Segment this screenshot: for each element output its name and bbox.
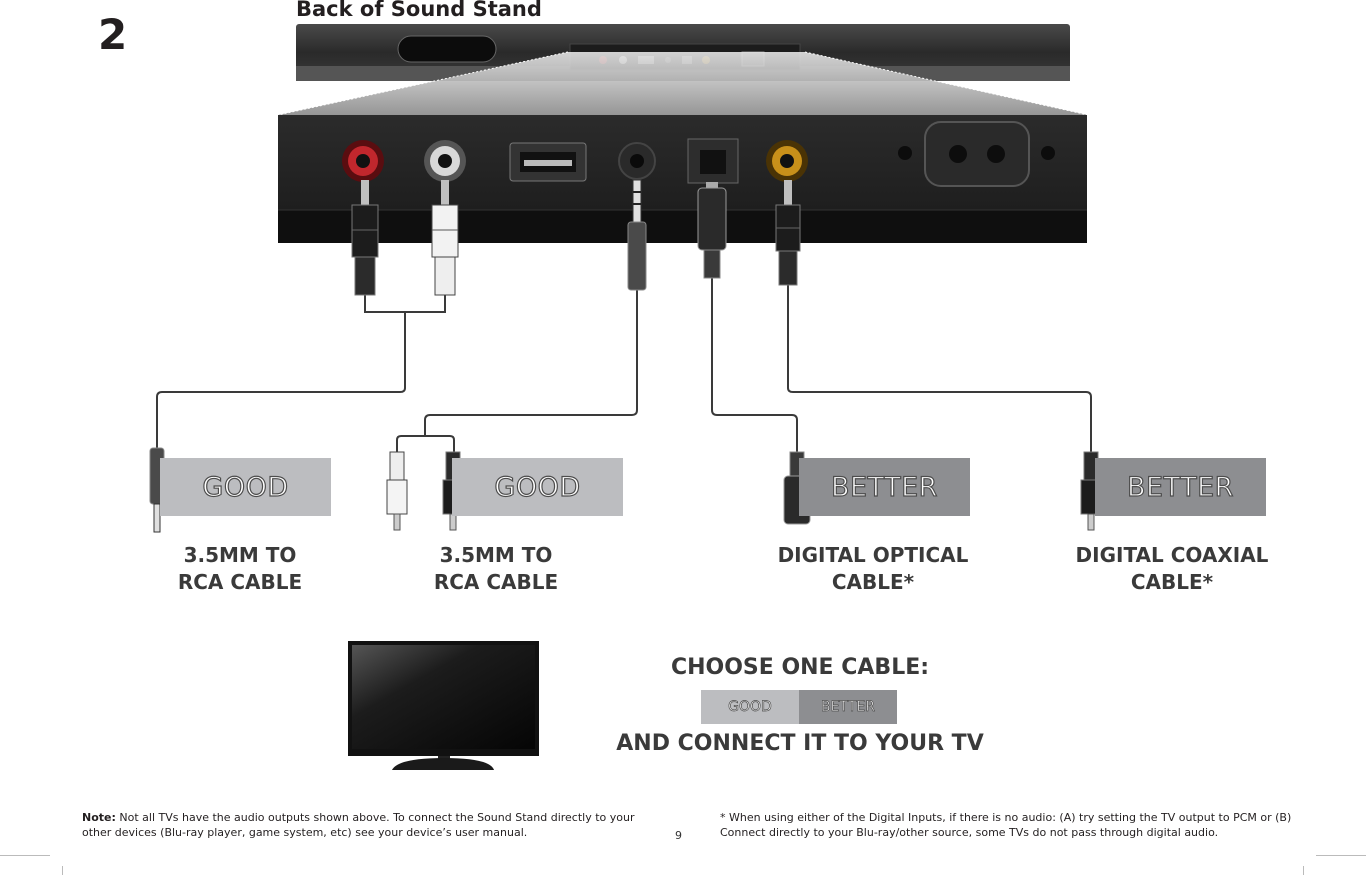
tv-icon [348, 641, 539, 770]
choose-title: CHOOSE ONE CABLE: [670, 655, 930, 680]
cable-label-1 [140, 542, 340, 596]
rca-white-jack [424, 140, 466, 182]
legend-good: GOOD [701, 690, 799, 724]
cable-label-4-line2: CABLE* [1130, 570, 1214, 594]
cable-wires [157, 276, 1091, 452]
rca-end-white [387, 452, 407, 530]
crop-mark-right-v [1303, 866, 1304, 875]
connect-title: AND CONNECT IT TO YOUR TV [616, 731, 984, 756]
cable-label-3-line2: CABLE* [831, 570, 915, 594]
rca-coaxial-jack [766, 140, 808, 182]
cable-label-2 [396, 542, 596, 596]
cable-label-1-line2: RCA CABLE [177, 570, 303, 594]
legend-better: BETTER [799, 690, 897, 724]
panel-title: Back of Sound Stand [296, 0, 542, 21]
optical-plug [698, 182, 726, 278]
cable-label-2-line1: 3.5MM TO [439, 543, 553, 567]
crop-mark-left [0, 855, 50, 856]
optical-port [688, 139, 738, 183]
note-text: Not all TVs have the audio outputs shown above. To connect the Sound Stand directly to your other devices (Blu-ray player, game system, etc) see your device’s user manual. [82, 811, 635, 839]
badge-better-1: BETTER [799, 458, 970, 516]
cable-label-1-line1: 3.5MM TO [183, 543, 297, 567]
aux-jack [619, 143, 655, 179]
badge-good-2: GOOD [452, 458, 623, 516]
cable-label-4 [1052, 542, 1292, 596]
crop-mark-left-v [62, 866, 63, 875]
digital-footnote: * When using either of the Digital Inputs, if there is no audio: (A) try setting the TV output to PCM or (B) Connect directly to your Blu-ray/other source, some TVs do not pass through digital audio. [720, 811, 1292, 839]
cable-label-2-line2: RCA CABLE [433, 570, 559, 594]
badge-good-1: GOOD [160, 458, 331, 516]
note-label: Note: [82, 811, 116, 824]
crop-mark-right [1316, 855, 1366, 856]
step-number: 2 [98, 10, 128, 59]
screw-left [898, 146, 912, 160]
usb-port [510, 143, 586, 181]
rca-red-jack [342, 140, 384, 182]
cable-label-3-line1: DIGITAL OPTICAL [777, 543, 969, 567]
badge-better-2: BETTER [1095, 458, 1266, 516]
page-number: 9 [675, 829, 682, 842]
cable-label-4-line1: DIGITAL COAXIAL [1075, 543, 1269, 567]
footer-note [82, 810, 652, 840]
screw-right [1041, 146, 1055, 160]
power-socket [925, 122, 1029, 186]
cable-label-3 [753, 542, 993, 596]
input-panel [278, 115, 1087, 243]
